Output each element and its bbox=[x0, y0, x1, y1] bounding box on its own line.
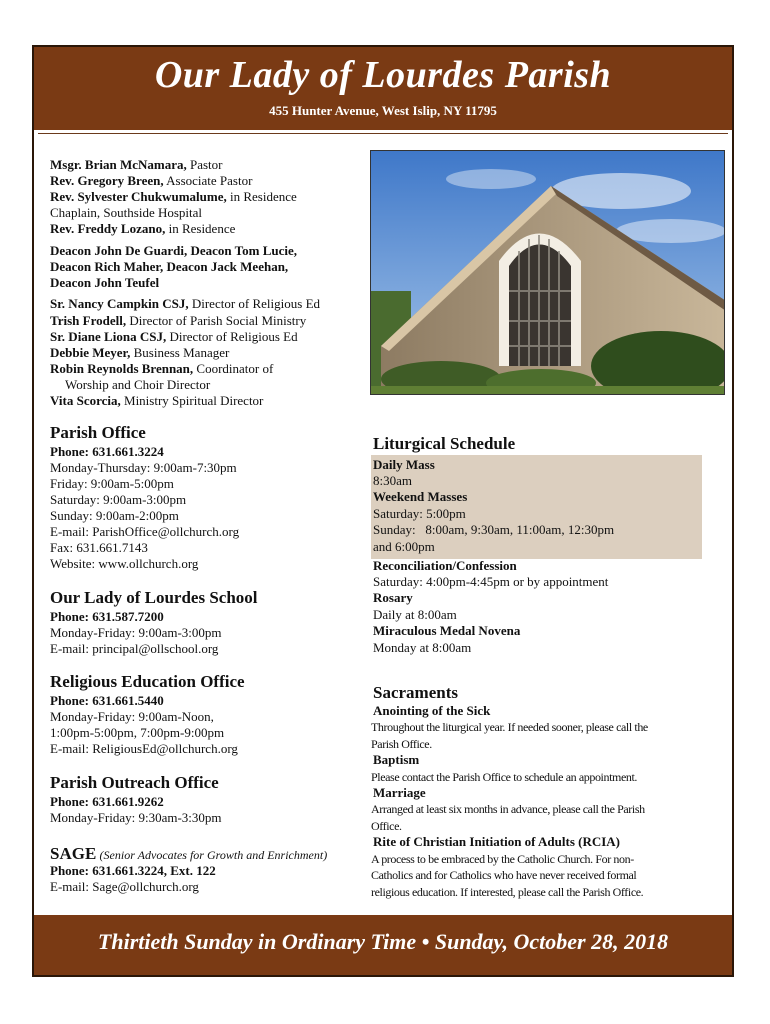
staff-name: Sr. Nancy Campkin CSJ, bbox=[50, 296, 189, 311]
sage-phone: Phone: 631.661.3224, Ext. 122 bbox=[50, 863, 216, 878]
anointing-label: Anointing of the Sick bbox=[373, 703, 491, 718]
liturgical-heading: Liturgical Schedule bbox=[373, 434, 516, 453]
staff-name: Rev. Gregory Breen, bbox=[50, 173, 164, 188]
staff-line bbox=[50, 157, 222, 173]
anointing-text: Parish Office. bbox=[371, 737, 432, 751]
religious-ed-email: E-mail: ReligiousEd@ollchurch.org bbox=[50, 741, 238, 756]
sacraments-heading: Sacraments bbox=[373, 683, 458, 702]
rcia-text: A process to be embraced by the Catholic Church. For non- bbox=[371, 852, 634, 866]
staff-line bbox=[50, 275, 159, 291]
staff-role: Pastor bbox=[186, 157, 223, 172]
staff-name: Deacon Rich Maher, Deacon Jack Meehan, bbox=[50, 259, 289, 274]
staff-line bbox=[50, 243, 297, 259]
staff-role: Business Manager bbox=[130, 345, 230, 360]
school-heading: Our Lady of Lourdes School bbox=[50, 588, 258, 607]
sunday-mass-time: Sunday: 8:00am, 9:30am, 11:00am, 12:30pm bbox=[373, 522, 615, 537]
baptism-label: Baptism bbox=[373, 752, 420, 767]
sage-heading: SAGE bbox=[50, 844, 97, 863]
staff-line bbox=[50, 259, 288, 275]
religious-ed-heading: Religious Education Office bbox=[50, 672, 245, 691]
novena-time: Monday at 8:00am bbox=[373, 640, 472, 655]
religious-ed-phone: Phone: 631.661.5440 bbox=[50, 693, 164, 708]
staff-role: Director of Religious Ed bbox=[166, 329, 298, 344]
staff-line bbox=[65, 377, 210, 393]
staff-name: Trish Frodell, bbox=[50, 313, 127, 328]
staff-line bbox=[50, 393, 263, 409]
school-phone: Phone: 631.587.7200 bbox=[50, 609, 164, 624]
staff-name: Rev. Freddy Lozano, bbox=[50, 221, 166, 236]
reconciliation-label: Reconciliation/Confession bbox=[373, 558, 517, 573]
liturgical-date: Thirtieth Sunday in Ordinary Time • Sunday, October 28, 2018 bbox=[97, 929, 669, 954]
staff-name: Rev. Sylvester Chukwumalume, bbox=[50, 189, 227, 204]
parish-office-fax: Fax: 631.661.7143 bbox=[50, 540, 148, 555]
baptism-text: Please contact the Parish Office to schedule an appointment. bbox=[371, 770, 638, 784]
church-photo bbox=[370, 150, 725, 395]
rcia-text: Catholics and for Catholics who have never received formal bbox=[371, 868, 637, 882]
marriage-text: Office. bbox=[371, 819, 402, 833]
staff-line bbox=[50, 189, 297, 205]
daily-mass-time: 8:30am bbox=[373, 473, 412, 488]
staff-role: Worship and Choir Director bbox=[65, 377, 211, 392]
reconciliation-time: Saturday: 4:00pm-4:45pm or by appointment bbox=[373, 574, 609, 589]
sage-email: E-mail: Sage@ollchurch.org bbox=[50, 879, 199, 894]
parish-office-website: Website: www.ollchurch.org bbox=[50, 556, 199, 571]
staff-line bbox=[50, 313, 306, 329]
parish-title: Our Lady of Lourdes Parish bbox=[154, 54, 612, 96]
rosary-label: Rosary bbox=[373, 590, 413, 605]
staff-role: Director of Parish Social Ministry bbox=[126, 313, 307, 328]
staff-role: in Residence bbox=[165, 221, 236, 236]
parish-address: 455 Hunter Avenue, West Islip, NY 11795 bbox=[269, 103, 497, 118]
religious-ed-line: 1:00pm-5:00pm, 7:00pm-9:00pm bbox=[50, 725, 225, 740]
staff-line bbox=[50, 361, 273, 377]
staff-name: Deacon John De Guardi, Deacon Tom Lucie, bbox=[50, 243, 298, 258]
staff-line bbox=[50, 329, 298, 345]
outreach-phone: Phone: 631.661.9262 bbox=[50, 794, 164, 809]
marriage-label: Marriage bbox=[373, 785, 426, 800]
staff-role: in Residence bbox=[226, 189, 297, 204]
header-divider bbox=[38, 133, 728, 134]
daily-mass-label: Daily Mass bbox=[373, 457, 435, 472]
staff-name: Msgr. Brian McNamara, bbox=[50, 157, 187, 172]
staff-role: Associate Pastor bbox=[163, 173, 253, 188]
religious-ed-line: Monday-Friday: 9:00am-Noon, bbox=[50, 709, 214, 724]
staff-line bbox=[50, 173, 252, 189]
staff-name: Sr. Diane Liona CSJ, bbox=[50, 329, 167, 344]
staff-line bbox=[50, 296, 320, 312]
sage-subtitle: (Senior Advocates for Growth and Enrichment) bbox=[99, 848, 328, 862]
staff-name: Vita Scorcia, bbox=[50, 393, 121, 408]
school-email: E-mail: principal@ollschool.org bbox=[50, 641, 219, 656]
staff-name: Deacon John Teufel bbox=[50, 275, 160, 290]
footer-banner bbox=[34, 915, 732, 975]
school-line: Monday-Friday: 9:00am-3:00pm bbox=[50, 625, 222, 640]
rcia-label: Rite of Christian Initiation of Adults (RCIA) bbox=[373, 834, 621, 849]
parish-office-line: Monday-Thursday: 9:00am-7:30pm bbox=[50, 460, 237, 475]
parish-office-phone: Phone: 631.661.3224 bbox=[50, 444, 164, 459]
anointing-text: Throughout the liturgical year. If needed sooner, please call the bbox=[371, 720, 648, 734]
staff-line bbox=[50, 205, 202, 221]
outreach-line: Monday-Friday: 9:30am-3:30pm bbox=[50, 810, 222, 825]
header-banner bbox=[34, 47, 732, 130]
weekend-mass-label: Weekend Masses bbox=[373, 489, 468, 504]
staff-name: Debbie Meyer, bbox=[50, 345, 131, 360]
parish-office-line: Saturday: 9:00am-3:00pm bbox=[50, 492, 187, 507]
novena-label: Miraculous Medal Novena bbox=[373, 623, 521, 638]
parish-office-line: Friday: 9:00am-5:00pm bbox=[50, 476, 174, 491]
staff-role: Ministry Spiritual Director bbox=[120, 393, 264, 408]
staff-line bbox=[50, 221, 235, 237]
outreach-heading: Parish Outreach Office bbox=[50, 773, 219, 792]
staff-name: Robin Reynolds Brennan, bbox=[50, 361, 194, 376]
sage-title-line bbox=[50, 846, 327, 863]
staff-role: Chaplain, Southside Hospital bbox=[50, 205, 203, 220]
staff-role: Coordinator of bbox=[193, 361, 274, 376]
staff-line bbox=[50, 345, 229, 361]
parish-office-email: E-mail: ParishOffice@ollchurch.org bbox=[50, 524, 240, 539]
saturday-mass-time: Saturday: 5:00pm bbox=[373, 506, 466, 521]
staff-role: Director of Religious Ed bbox=[188, 296, 321, 311]
parish-office-line: Sunday: 9:00am-2:00pm bbox=[50, 508, 179, 523]
rosary-time: Daily at 8:00am bbox=[373, 607, 457, 622]
sunday-mass-time-cont: and 6:00pm bbox=[373, 539, 435, 554]
marriage-text: Arranged at least six months in advance, please call the Parish bbox=[371, 802, 645, 816]
parish-office-heading: Parish Office bbox=[50, 423, 146, 442]
rcia-text: religious education. If interested, please call the Parish Office. bbox=[371, 885, 644, 899]
